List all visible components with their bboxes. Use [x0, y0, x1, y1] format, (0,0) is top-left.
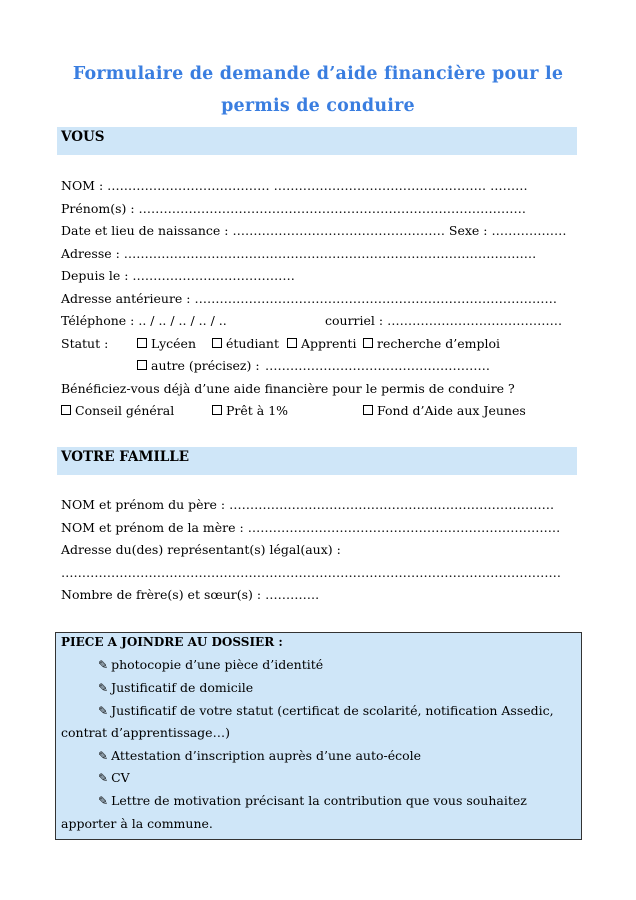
statut-option-label: étudiant — [226, 336, 279, 351]
adresse-representant-field[interactable]: ………………………………………………………………………………………………………… — [61, 565, 561, 580]
piece-item-text: Justificatif de votre statut (certificat de scolarité, notification Assedic, — [111, 703, 554, 718]
statut-option-lyceen[interactable] — [137, 336, 196, 351]
telephone-field[interactable]: Téléphone : .. / .. / .. / .. / .. — [61, 313, 227, 328]
pieces-box — [55, 632, 582, 840]
depuis-field[interactable]: Depuis le : ………………………………… — [61, 268, 295, 283]
aide-option-pret[interactable] — [212, 403, 288, 418]
checkbox[interactable] — [137, 338, 147, 348]
checkbox[interactable] — [363, 338, 373, 348]
aide-option-label: Conseil général — [75, 403, 175, 418]
piece-item — [98, 680, 253, 695]
section-famille-header — [57, 447, 577, 475]
piece-item — [98, 793, 527, 808]
piece-item-text: CV — [111, 770, 130, 785]
statut-option-autre[interactable] — [137, 358, 260, 373]
statut-label: Statut : — [61, 336, 109, 351]
piece-item-text: Justificatif de domicile — [111, 680, 254, 695]
pencil-icon: ✎ — [98, 794, 109, 808]
piece-item-text: Lettre de motivation précisant la contribution que vous souhaitez — [111, 793, 527, 808]
pieces-heading: PIECE A JOINDRE AU DOSSIER : — [61, 635, 283, 649]
aide-option-label: Prêt à 1% — [226, 403, 289, 418]
piece-item — [98, 748, 421, 763]
mere-field[interactable]: NOM et prénom de la mère : ………………………………………………………………… — [61, 520, 561, 535]
checkbox[interactable] — [212, 405, 222, 415]
checkbox[interactable] — [61, 405, 71, 415]
pencil-icon: ✎ — [98, 681, 109, 695]
pencil-icon: ✎ — [98, 658, 109, 672]
aide-option-conseil-general[interactable] — [61, 403, 174, 418]
aide-option-fond-aide[interactable] — [363, 403, 526, 418]
statut-option-etudiant[interactable] — [212, 336, 279, 351]
statut-option-apprenti[interactable] — [287, 336, 356, 351]
checkbox[interactable] — [287, 338, 297, 348]
freres-soeurs-field[interactable]: Nombre de frère(s) et sœur(s) : …………. — [61, 587, 320, 602]
section-famille-title: VOTRE FAMILLE — [61, 449, 190, 465]
pencil-icon: ✎ — [98, 749, 109, 763]
adresse-anterieure-field[interactable]: Adresse antérieure : …………………………………………………………………………… — [61, 291, 557, 306]
piece-item — [98, 703, 554, 718]
checkbox[interactable] — [212, 338, 222, 348]
statut-autre-dots[interactable]: ……………………………………………… — [265, 358, 490, 373]
piece-item-continuation: contrat d’apprentissage…) — [61, 725, 230, 740]
pencil-icon: ✎ — [98, 704, 109, 718]
checkbox[interactable] — [137, 360, 147, 370]
form-title — [40, 58, 596, 122]
form-title-line1: Formulaire de demande d’aide financière pour le — [72, 64, 564, 84]
piece-item — [98, 770, 130, 785]
pencil-icon: ✎ — [98, 771, 109, 785]
section-vous-title: VOUS — [61, 129, 105, 145]
piece-item-text: Attestation d’inscription auprès d’une auto-école — [111, 748, 422, 763]
statut-option-label: Apprenti — [301, 336, 357, 351]
nom-field[interactable]: NOM : ………………………………… …………………………………………… ……… — [61, 178, 528, 193]
aide-option-label: Fond d’Aide aux Jeunes — [377, 403, 526, 418]
prenom-field[interactable]: Prénom(s) : ………………………………………………………………………………… — [61, 201, 527, 216]
section-vous-header — [57, 127, 577, 155]
adresse-field[interactable]: Adresse : ……………………………………………………………………………………… — [61, 246, 537, 261]
piece-item — [98, 657, 323, 672]
naissance-field[interactable]: Date et lieu de naissance : …………………………………………… Sexe : ……………… — [61, 223, 567, 238]
statut-option-recherche-emploi[interactable] — [363, 336, 500, 351]
form-title-line2: permis de conduire — [221, 96, 415, 116]
pere-field[interactable]: NOM et prénom du père : …………………………………………………………………… — [61, 497, 555, 512]
adresse-representant-label: Adresse du(des) représentant(s) légal(aux) : — [61, 542, 341, 557]
courriel-field[interactable]: courriel : …………………………………… — [325, 313, 563, 328]
aide-question: Bénéficiez-vous déjà d’une aide financière pour le permis de conduire ? — [61, 381, 515, 396]
piece-item-text: photocopie d’une pièce d’identité — [111, 657, 324, 672]
statut-option-label: autre (précisez) : — [151, 358, 260, 373]
checkbox[interactable] — [363, 405, 373, 415]
piece-item-continuation: apporter à la commune. — [61, 816, 213, 831]
statut-option-label: recherche d’emploi — [377, 336, 500, 351]
statut-option-label: Lycéen — [151, 336, 196, 351]
